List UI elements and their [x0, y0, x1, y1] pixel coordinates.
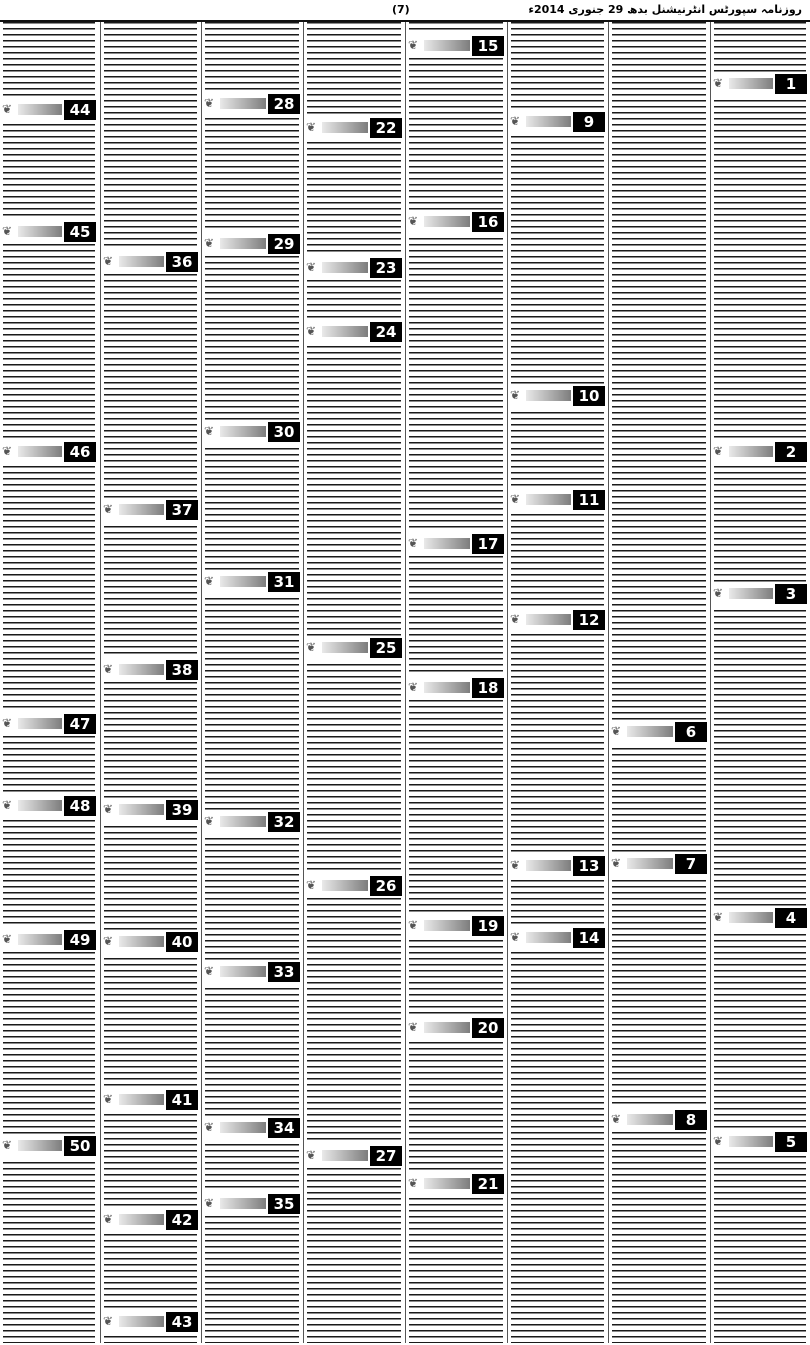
header-bar	[220, 1198, 266, 1209]
leaf-icon: ❦	[408, 536, 419, 550]
leaf-icon: ❦	[103, 502, 114, 516]
header-bar	[18, 934, 62, 945]
column-6	[201, 22, 302, 1343]
section-number: 45	[64, 222, 96, 242]
section-number: 36	[166, 252, 198, 272]
section-header	[101, 250, 200, 274]
leaf-icon: ❦	[306, 120, 317, 134]
section-number: 6	[675, 722, 707, 742]
section-header	[406, 914, 506, 938]
header-bar	[729, 588, 773, 599]
section-number: 42	[166, 1210, 198, 1230]
section-number: 22	[370, 118, 402, 138]
section-number: 50	[64, 1136, 96, 1156]
header-bar	[18, 226, 62, 237]
section-header	[101, 658, 200, 682]
section-header	[304, 636, 404, 660]
header-bar	[424, 40, 470, 51]
leaf-icon: ❦	[408, 214, 419, 228]
section-number: 32	[268, 812, 300, 832]
header-bar	[424, 216, 470, 227]
section-number: 34	[268, 1118, 300, 1138]
header-bar	[119, 256, 164, 267]
header-bar	[729, 78, 773, 89]
section-number: 28	[268, 94, 300, 114]
section-number: 26	[370, 876, 402, 896]
section-header	[202, 92, 302, 116]
text-block	[511, 22, 604, 1343]
section-number: 15	[472, 36, 504, 56]
header-bar	[119, 936, 164, 947]
leaf-icon: ❦	[2, 444, 13, 458]
leaf-icon: ❦	[408, 1020, 419, 1034]
column-5	[303, 22, 404, 1343]
section-number: 3	[775, 584, 807, 604]
section-header	[202, 1116, 302, 1140]
header-bar	[424, 1178, 470, 1189]
page-number: (7)	[392, 3, 410, 16]
header-bar	[119, 1094, 164, 1105]
leaf-icon: ❦	[510, 388, 521, 402]
header-bar	[526, 390, 571, 401]
page-header	[0, 0, 810, 22]
section-number: 11	[573, 490, 605, 510]
leaf-icon: ❦	[408, 918, 419, 932]
section-number: 9	[573, 112, 605, 132]
leaf-icon: ❦	[2, 224, 13, 238]
section-number: 37	[166, 500, 198, 520]
header-bar	[322, 326, 368, 337]
section-number: 20	[472, 1018, 504, 1038]
leaf-icon: ❦	[306, 324, 317, 338]
section-header	[101, 498, 200, 522]
leaf-icon: ❦	[103, 1212, 114, 1226]
leaf-icon: ❦	[2, 1138, 13, 1152]
newspaper-title: روزنامہ سپورٹس انٹرنیشنل بدھ 29 جنوری 2014ء	[528, 3, 802, 16]
section-number: 48	[64, 796, 96, 816]
section-header	[0, 712, 98, 736]
leaf-icon: ❦	[510, 930, 521, 944]
header-bar	[18, 718, 62, 729]
section-number: 27	[370, 1146, 402, 1166]
section-header	[0, 98, 98, 122]
column-2	[608, 22, 709, 1343]
column-1	[710, 22, 809, 1343]
section-header	[0, 1134, 98, 1158]
section-number: 46	[64, 442, 96, 462]
leaf-icon: ❦	[103, 934, 114, 948]
header-bar	[18, 800, 62, 811]
section-header	[0, 794, 98, 818]
section-number: 40	[166, 932, 198, 952]
header-bar	[220, 1122, 266, 1133]
leaf-icon: ❦	[510, 114, 521, 128]
section-number: 41	[166, 1090, 198, 1110]
header-bar	[729, 912, 773, 923]
section-number: 30	[268, 422, 300, 442]
leaf-icon: ❦	[510, 612, 521, 626]
section-number: 21	[472, 1174, 504, 1194]
leaf-icon: ❦	[510, 492, 521, 506]
column-4	[405, 22, 506, 1343]
header-bar	[119, 1214, 164, 1225]
section-number: 35	[268, 1194, 300, 1214]
section-header	[202, 232, 302, 256]
header-bar	[322, 262, 368, 273]
leaf-icon: ❦	[2, 102, 13, 116]
section-header	[406, 210, 506, 234]
section-header	[304, 320, 404, 344]
section-header	[202, 420, 302, 444]
section-header	[101, 798, 200, 822]
header-bar	[322, 122, 368, 133]
section-number: 18	[472, 678, 504, 698]
section-number: 17	[472, 534, 504, 554]
header-bar	[526, 932, 571, 943]
leaf-icon: ❦	[103, 1092, 114, 1106]
leaf-icon: ❦	[306, 640, 317, 654]
leaf-icon: ❦	[204, 424, 215, 438]
header-bar	[526, 494, 571, 505]
section-header	[406, 1172, 506, 1196]
section-header	[406, 34, 506, 58]
header-bar	[220, 98, 266, 109]
leaf-icon: ❦	[103, 1314, 114, 1328]
section-number: 43	[166, 1312, 198, 1332]
section-number: 2	[775, 442, 807, 462]
column-8	[0, 22, 98, 1343]
leaf-icon: ❦	[204, 1196, 215, 1210]
header-bar	[220, 426, 266, 437]
leaf-icon: ❦	[408, 38, 419, 52]
header-bar	[322, 880, 368, 891]
section-number: 24	[370, 322, 402, 342]
column-3	[507, 22, 607, 1343]
leaf-icon: ❦	[611, 724, 622, 738]
header-bar	[119, 664, 164, 675]
header-bar	[424, 920, 470, 931]
section-header	[202, 960, 302, 984]
header-bar	[627, 726, 673, 737]
header-bar	[18, 1140, 62, 1151]
section-header	[508, 926, 607, 950]
section-header	[508, 110, 607, 134]
section-number: 14	[573, 928, 605, 948]
header-bar	[627, 858, 673, 869]
section-header	[711, 582, 809, 606]
header-bar	[18, 104, 62, 115]
section-number: 49	[64, 930, 96, 950]
section-header	[508, 488, 607, 512]
section-number: 4	[775, 908, 807, 928]
section-number: 33	[268, 962, 300, 982]
section-header	[711, 440, 809, 464]
section-number: 19	[472, 916, 504, 936]
header-bar	[526, 116, 571, 127]
header-bar	[526, 614, 571, 625]
text-block	[205, 22, 299, 1343]
section-number: 1	[775, 74, 807, 94]
section-header	[508, 608, 607, 632]
section-header	[609, 1108, 709, 1132]
section-number: 13	[573, 856, 605, 876]
header-bar	[220, 576, 266, 587]
section-header	[0, 220, 98, 244]
leaf-icon: ❦	[2, 798, 13, 812]
header-bar	[220, 816, 266, 827]
section-number: 10	[573, 386, 605, 406]
header-bar	[220, 966, 266, 977]
section-header	[304, 1144, 404, 1168]
section-header	[711, 906, 809, 930]
leaf-icon: ❦	[306, 878, 317, 892]
leaf-icon: ❦	[713, 1134, 724, 1148]
section-header	[609, 852, 709, 876]
header-bar	[424, 1022, 470, 1033]
text-block	[612, 22, 706, 1343]
section-header	[304, 256, 404, 280]
header-bar	[220, 238, 266, 249]
leaf-icon: ❦	[204, 574, 215, 588]
header-bar	[18, 446, 62, 457]
header-bar	[322, 1150, 368, 1161]
section-number: 47	[64, 714, 96, 734]
section-header	[508, 384, 607, 408]
section-number: 25	[370, 638, 402, 658]
section-header	[406, 532, 506, 556]
text-block	[104, 22, 197, 1343]
leaf-icon: ❦	[2, 716, 13, 730]
section-number: 29	[268, 234, 300, 254]
leaf-icon: ❦	[204, 814, 215, 828]
section-header	[609, 720, 709, 744]
section-number: 23	[370, 258, 402, 278]
leaf-icon: ❦	[204, 1120, 215, 1134]
section-header	[508, 854, 607, 878]
section-number: 8	[675, 1110, 707, 1130]
header-bar	[526, 860, 571, 871]
section-number: 7	[675, 854, 707, 874]
header-bar	[119, 1316, 164, 1327]
section-number: 12	[573, 610, 605, 630]
section-number: 16	[472, 212, 504, 232]
header-bar	[322, 642, 368, 653]
leaf-icon: ❦	[204, 236, 215, 250]
leaf-icon: ❦	[2, 932, 13, 946]
section-header	[101, 1088, 200, 1112]
leaf-icon: ❦	[611, 1112, 622, 1126]
header-bar	[119, 504, 164, 515]
leaf-icon: ❦	[408, 1176, 419, 1190]
section-header	[711, 72, 809, 96]
header-bar	[729, 1136, 773, 1147]
leaf-icon: ❦	[204, 964, 215, 978]
section-header	[406, 676, 506, 700]
header-bar	[119, 804, 164, 815]
section-header	[0, 440, 98, 464]
section-number: 38	[166, 660, 198, 680]
header-bar	[729, 446, 773, 457]
column-7	[100, 22, 200, 1343]
section-header	[711, 1130, 809, 1154]
leaf-icon: ❦	[103, 802, 114, 816]
section-number: 31	[268, 572, 300, 592]
section-number: 44	[64, 100, 96, 120]
section-number: 5	[775, 1132, 807, 1152]
leaf-icon: ❦	[306, 1148, 317, 1162]
section-header	[101, 930, 200, 954]
section-header	[202, 810, 302, 834]
section-header	[202, 1192, 302, 1216]
leaf-icon: ❦	[713, 586, 724, 600]
section-header	[202, 570, 302, 594]
leaf-icon: ❦	[306, 260, 317, 274]
leaf-icon: ❦	[713, 444, 724, 458]
leaf-icon: ❦	[510, 858, 521, 872]
header-bar	[424, 682, 470, 693]
section-header	[101, 1310, 200, 1334]
section-number: 39	[166, 800, 198, 820]
leaf-icon: ❦	[408, 680, 419, 694]
section-header	[304, 874, 404, 898]
leaf-icon: ❦	[103, 254, 114, 268]
section-header	[304, 116, 404, 140]
section-header	[406, 1016, 506, 1040]
header-bar	[627, 1114, 673, 1125]
header-bar	[424, 538, 470, 549]
leaf-icon: ❦	[103, 662, 114, 676]
section-header	[101, 1208, 200, 1232]
leaf-icon: ❦	[204, 96, 215, 110]
leaf-icon: ❦	[713, 910, 724, 924]
section-header	[0, 928, 98, 952]
leaf-icon: ❦	[713, 76, 724, 90]
leaf-icon: ❦	[611, 856, 622, 870]
